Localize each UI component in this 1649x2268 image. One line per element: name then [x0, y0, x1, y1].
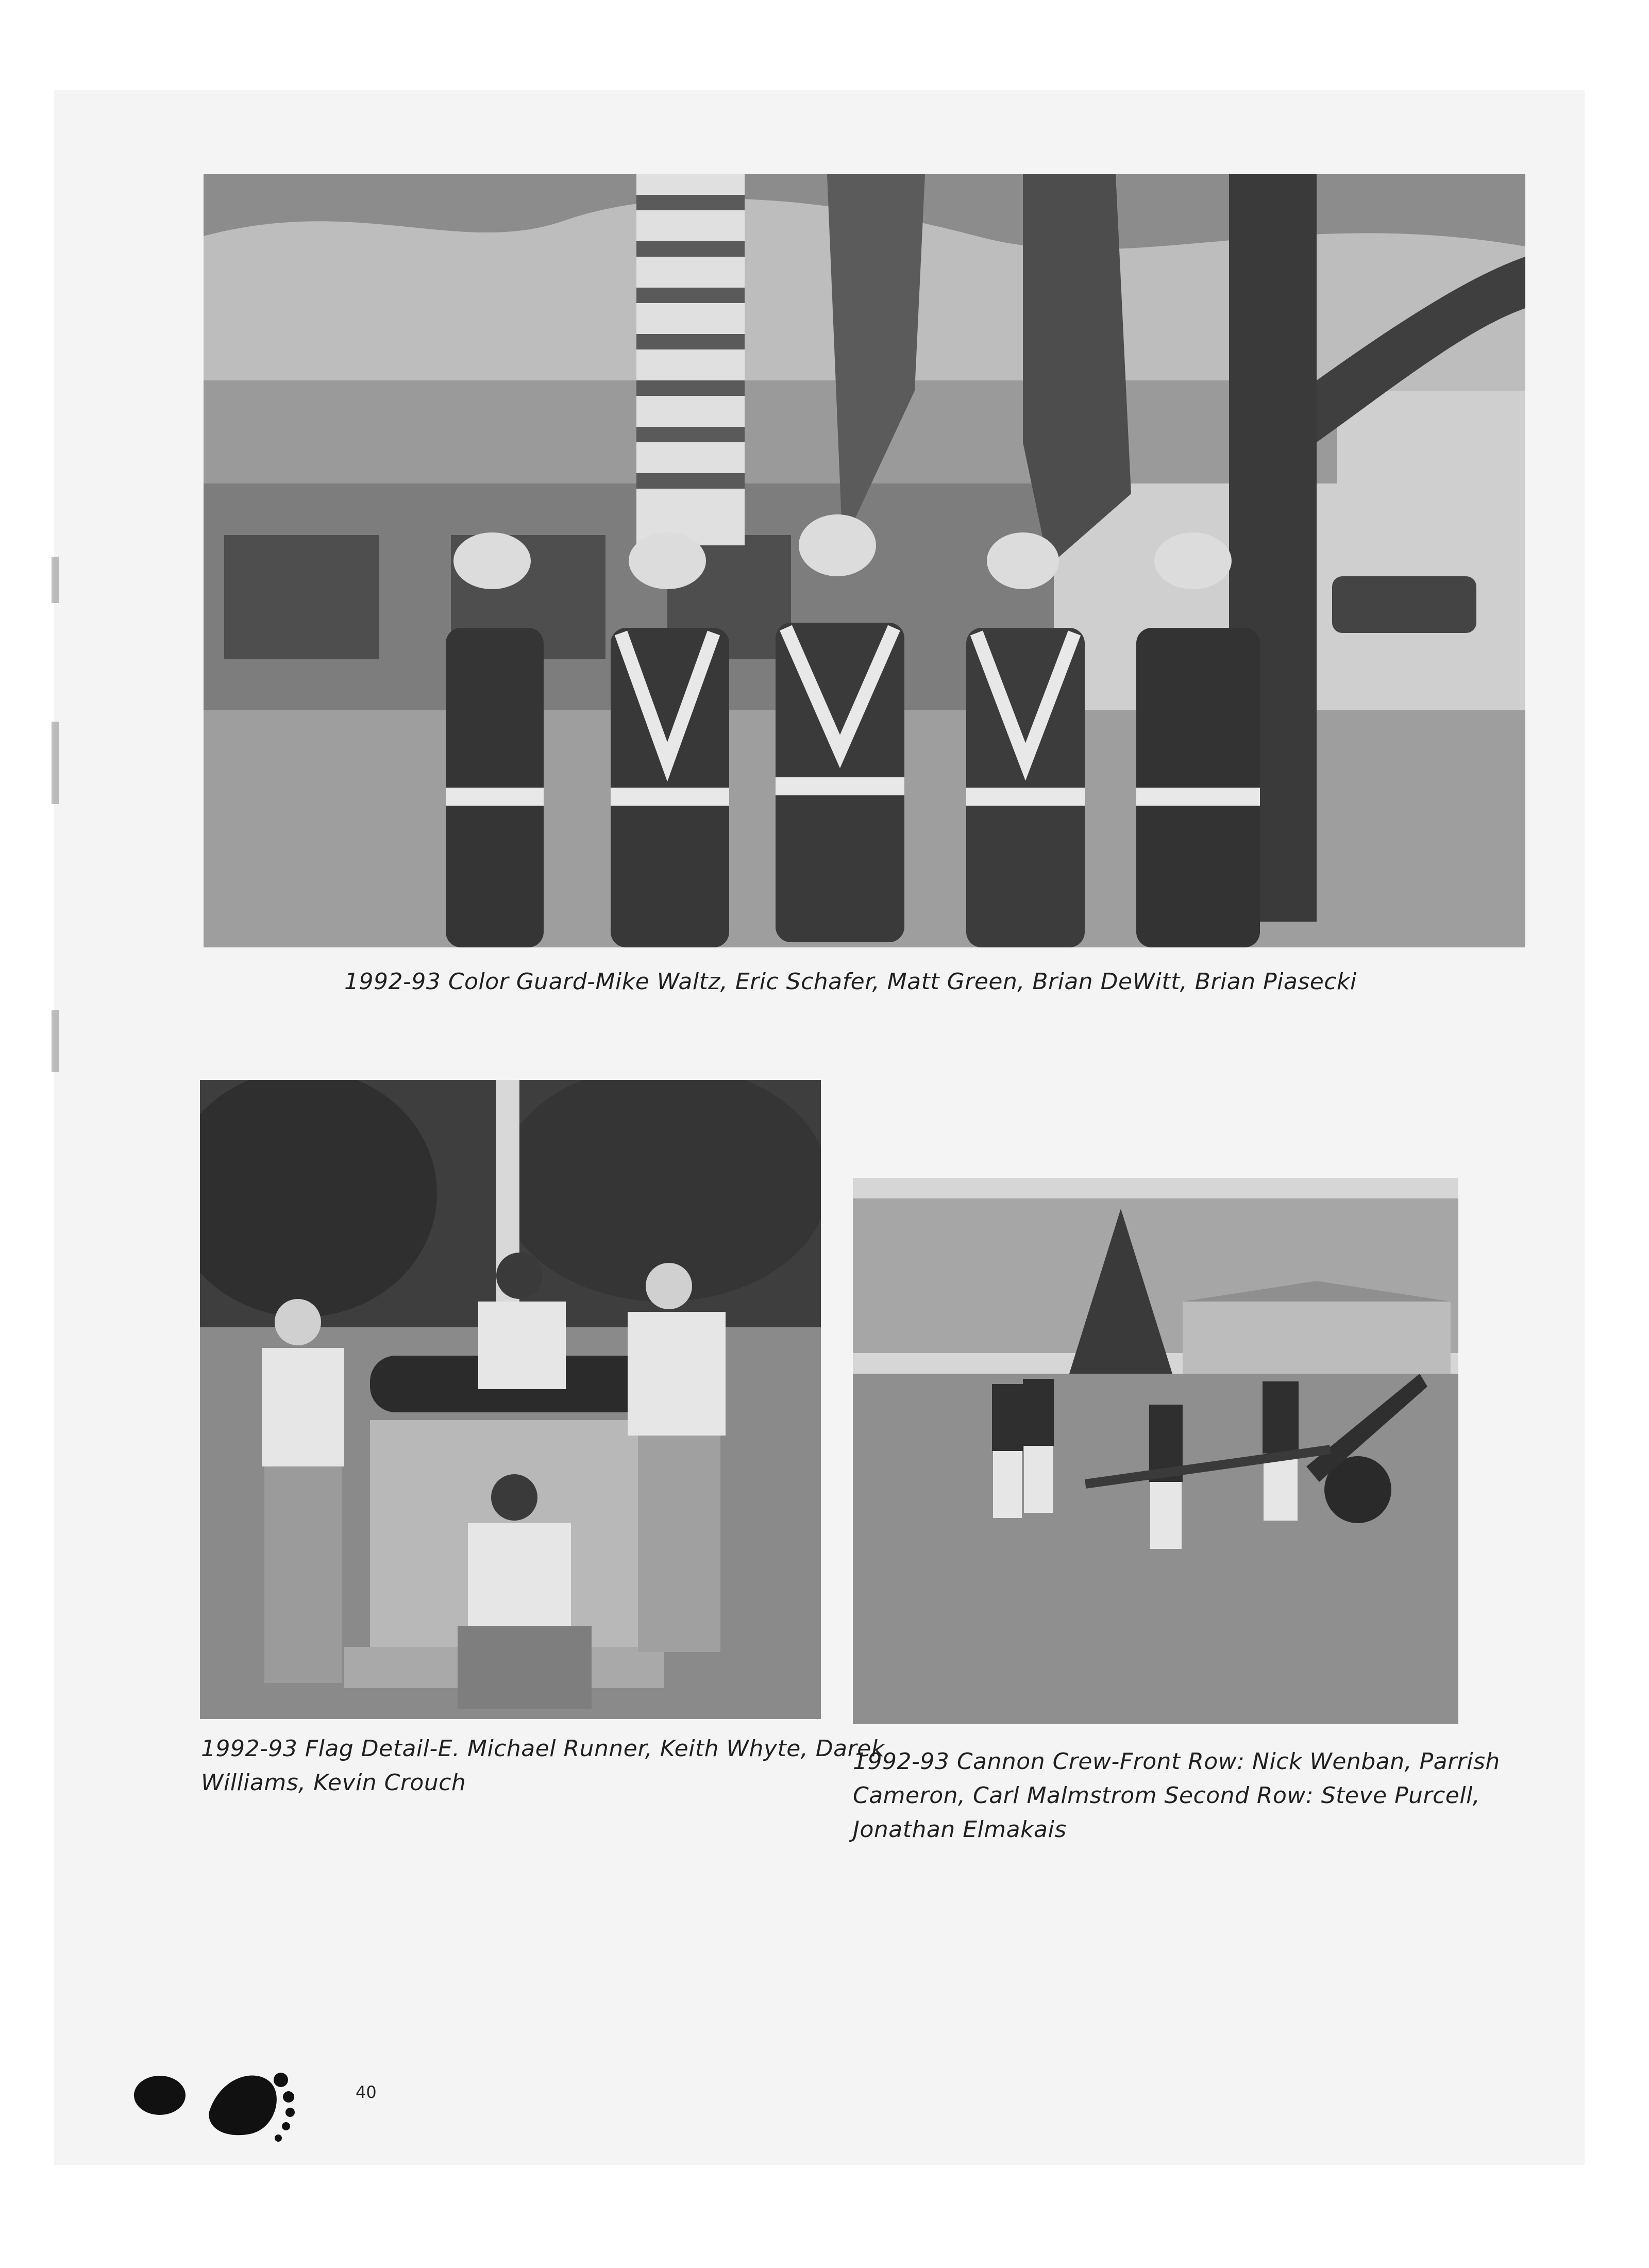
color-guard-photo: [204, 174, 1525, 947]
scan-edge-mark: [52, 722, 59, 804]
cannon-crew-caption-line-3: Jonathan Elmakais: [853, 1816, 1067, 1843]
scan-edge-mark: [52, 557, 59, 603]
flag-detail-caption: [201, 1732, 885, 1800]
cannon-crew-caption: [853, 1745, 1500, 1847]
color-guard-caption: 1992-93 Color Guard-Mike Waltz, Eric Schafer, Matt Green, Brian DeWitt, Brian Piasecki: [344, 969, 1357, 995]
scan-edge-mark: [52, 1010, 59, 1072]
footprint-icon: [131, 2041, 332, 2144]
flag-detail-caption-line-1: 1992-93 Flag Detail-E. Michael Runner, Keith Whyte, Darek: [201, 1736, 885, 1762]
cannon-crew-caption-line-2: Cameron, Carl Malmstrom Second Row: Steve Purcell,: [853, 1782, 1480, 1809]
cannon-crew-caption-line-1: 1992-93 Cannon Crew-Front Row: Nick Wenban, Parrish: [853, 1748, 1500, 1775]
flag-detail-photo: [200, 1080, 821, 1719]
page-number: 40: [356, 2082, 377, 2102]
flag-detail-caption-line-2: Williams, Kevin Crouch: [201, 1770, 466, 1796]
cannon-crew-photo: [853, 1178, 1458, 1724]
